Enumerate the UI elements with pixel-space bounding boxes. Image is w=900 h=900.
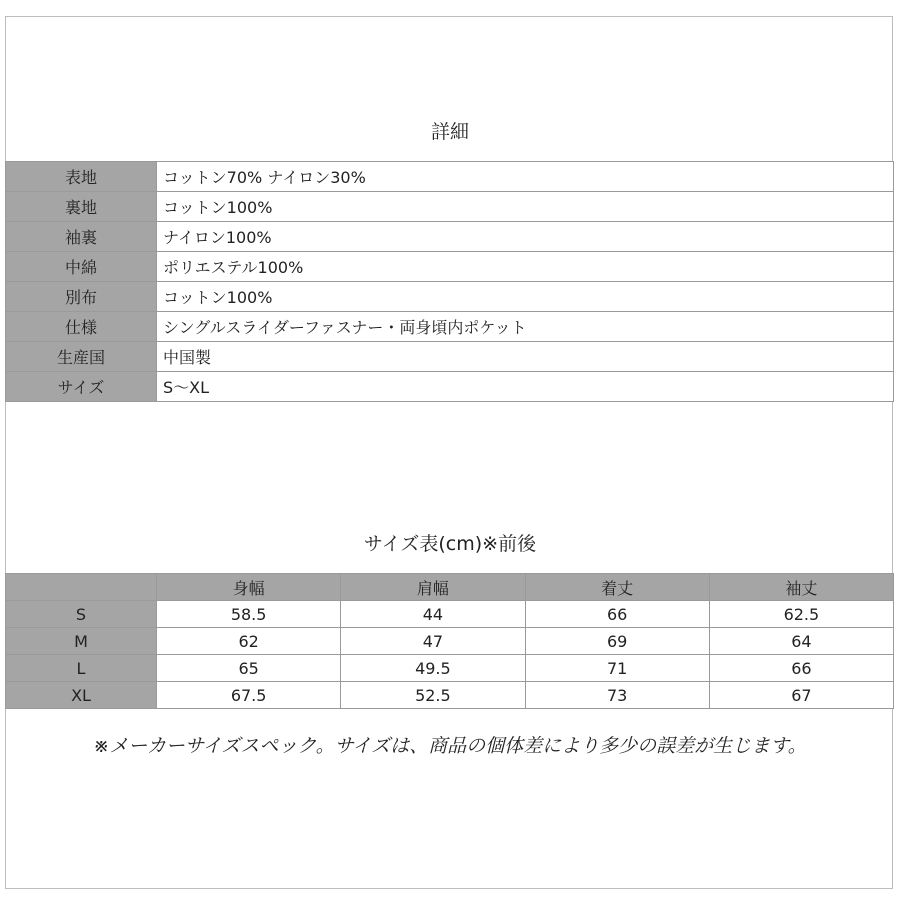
size-value: 52.5 [341,682,525,709]
detail-label: 仕様 [6,312,157,342]
detail-label: 袖裏 [6,222,157,252]
table-header-row [6,574,894,601]
detail-value: コットン70% ナイロン30% [157,162,894,192]
size-value: 62.5 [709,601,893,628]
size-value: 73 [525,682,709,709]
size-value: 58.5 [157,601,341,628]
detail-value: コットン100% [157,192,894,222]
table-row [6,682,894,709]
table-row [6,222,894,252]
page-frame [5,16,893,889]
details-title: 詳細 [430,121,469,143]
header-cell-shoulder-width: 肩幅 [341,574,525,601]
size-value: 66 [709,655,893,682]
table-row [6,628,894,655]
details-table [5,161,894,402]
table-row [6,312,894,342]
table-row [6,655,894,682]
size-value: 62 [157,628,341,655]
size-value: 71 [525,655,709,682]
size-value: 47 [341,628,525,655]
header-cell-sleeve-length: 袖丈 [709,574,893,601]
size-label: L [6,655,157,682]
size-value: 67 [709,682,893,709]
table-row [6,372,894,402]
detail-label: 裏地 [6,192,157,222]
detail-value: シングルスライダーファスナー・両身頃内ポケット [157,312,894,342]
header-cell-body-width: 身幅 [157,574,341,601]
detail-value: コットン100% [157,282,894,312]
detail-value: ナイロン100% [157,222,894,252]
detail-label: 中綿 [6,252,157,282]
size-disclaimer-note: ※メーカーサイズスペック。サイズは、商品の個体差により多少の誤差が生じます。 [93,735,807,757]
header-cell-length: 着丈 [525,574,709,601]
table-row [6,192,894,222]
detail-value: S〜XL [157,372,894,402]
size-value: 69 [525,628,709,655]
table-row [6,282,894,312]
size-table [5,573,894,709]
table-row [6,342,894,372]
detail-label: サイズ [6,372,157,402]
size-value: 67.5 [157,682,341,709]
table-row [6,252,894,282]
table-row [6,601,894,628]
size-label: M [6,628,157,655]
detail-label: 生産国 [6,342,157,372]
size-label: S [6,601,157,628]
detail-value: ポリエステル100% [157,252,894,282]
size-chart-title: サイズ表(cm)※前後 [363,533,537,555]
detail-label: 表地 [6,162,157,192]
detail-label: 別布 [6,282,157,312]
size-label: XL [6,682,157,709]
size-value: 65 [157,655,341,682]
size-value: 44 [341,601,525,628]
detail-value: 中国製 [157,342,894,372]
table-row [6,162,894,192]
size-value: 49.5 [341,655,525,682]
size-value: 64 [709,628,893,655]
header-cell-empty [6,574,157,601]
size-value: 66 [525,601,709,628]
